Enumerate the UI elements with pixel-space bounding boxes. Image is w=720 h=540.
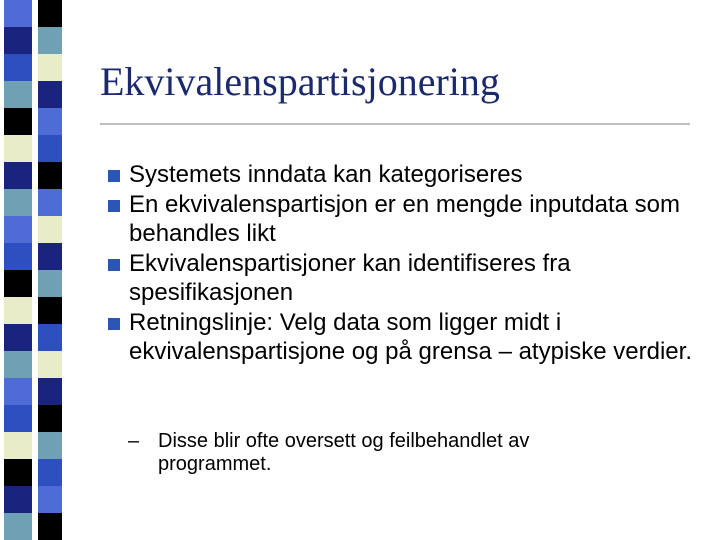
square-bullet-icon [108,200,120,212]
decorative-block [4,27,32,54]
decorative-block [38,378,62,405]
bullet-list [108,160,698,367]
decorative-block [38,135,62,162]
decorative-block [4,459,32,486]
decorative-block [4,54,32,81]
decorative-block [4,351,32,378]
decorative-block [4,135,32,162]
decorative-block [4,243,32,270]
decorative-block [38,486,62,513]
decorative-block [4,162,32,189]
decorative-block [4,216,32,243]
decorative-block [4,513,32,540]
bullet-item [108,160,698,190]
sub-bullet-item [128,430,598,476]
dash-bullet-icon: – [128,430,140,452]
decorative-block [4,432,32,459]
bullet-item [108,308,698,367]
bullet-item [108,190,698,249]
decorative-block [38,405,62,432]
square-bullet-icon [108,259,120,271]
bullet-text: En ekvivalenspartisjon er en mengde inputdata som behandles likt [129,190,680,247]
decorative-block [38,0,62,27]
decorative-block [38,162,62,189]
decorative-block [38,189,62,216]
decorative-block [4,108,32,135]
decorative-color-strip [0,0,68,540]
decorative-block [38,270,62,297]
decorative-block [4,405,32,432]
square-bullet-icon [108,318,120,330]
sub-bullet-list [128,430,598,476]
decorative-block [4,378,32,405]
decorative-block [4,0,32,27]
bullet-text: Systemets inndata kan kategoriseres [129,161,523,188]
decorative-block [4,486,32,513]
decorative-block [4,324,32,351]
decorative-block [38,54,62,81]
decorative-block [38,108,62,135]
decorative-block [4,297,32,324]
decorative-block [4,189,32,216]
decorative-block [38,459,62,486]
decorative-block [38,513,62,540]
decorative-block [38,351,62,378]
decorative-block [4,81,32,108]
bullet-text: Retningslinje: Velg data som ligger midt i ekvivalenspartisjone og på grensa – atypiske verdier. [129,308,692,365]
sub-bullet-text: Disse blir ofte oversett og feilbehandlet av programmet. [158,430,530,475]
decorative-block [38,324,62,351]
decorative-block [38,432,62,459]
decorative-block [38,297,62,324]
decorative-block [38,216,62,243]
bullet-item [108,249,698,308]
decorative-block [38,27,62,54]
decorative-block [4,270,32,297]
title-divider [100,123,690,125]
square-bullet-icon [108,170,120,182]
slide-title: Ekvivalenspartisjonering [100,59,500,104]
bullet-text: Ekvivalenspartisjoner kan identifiseres fra spesifikasjonen [129,249,571,306]
decorative-block [38,243,62,270]
decorative-block [38,81,62,108]
